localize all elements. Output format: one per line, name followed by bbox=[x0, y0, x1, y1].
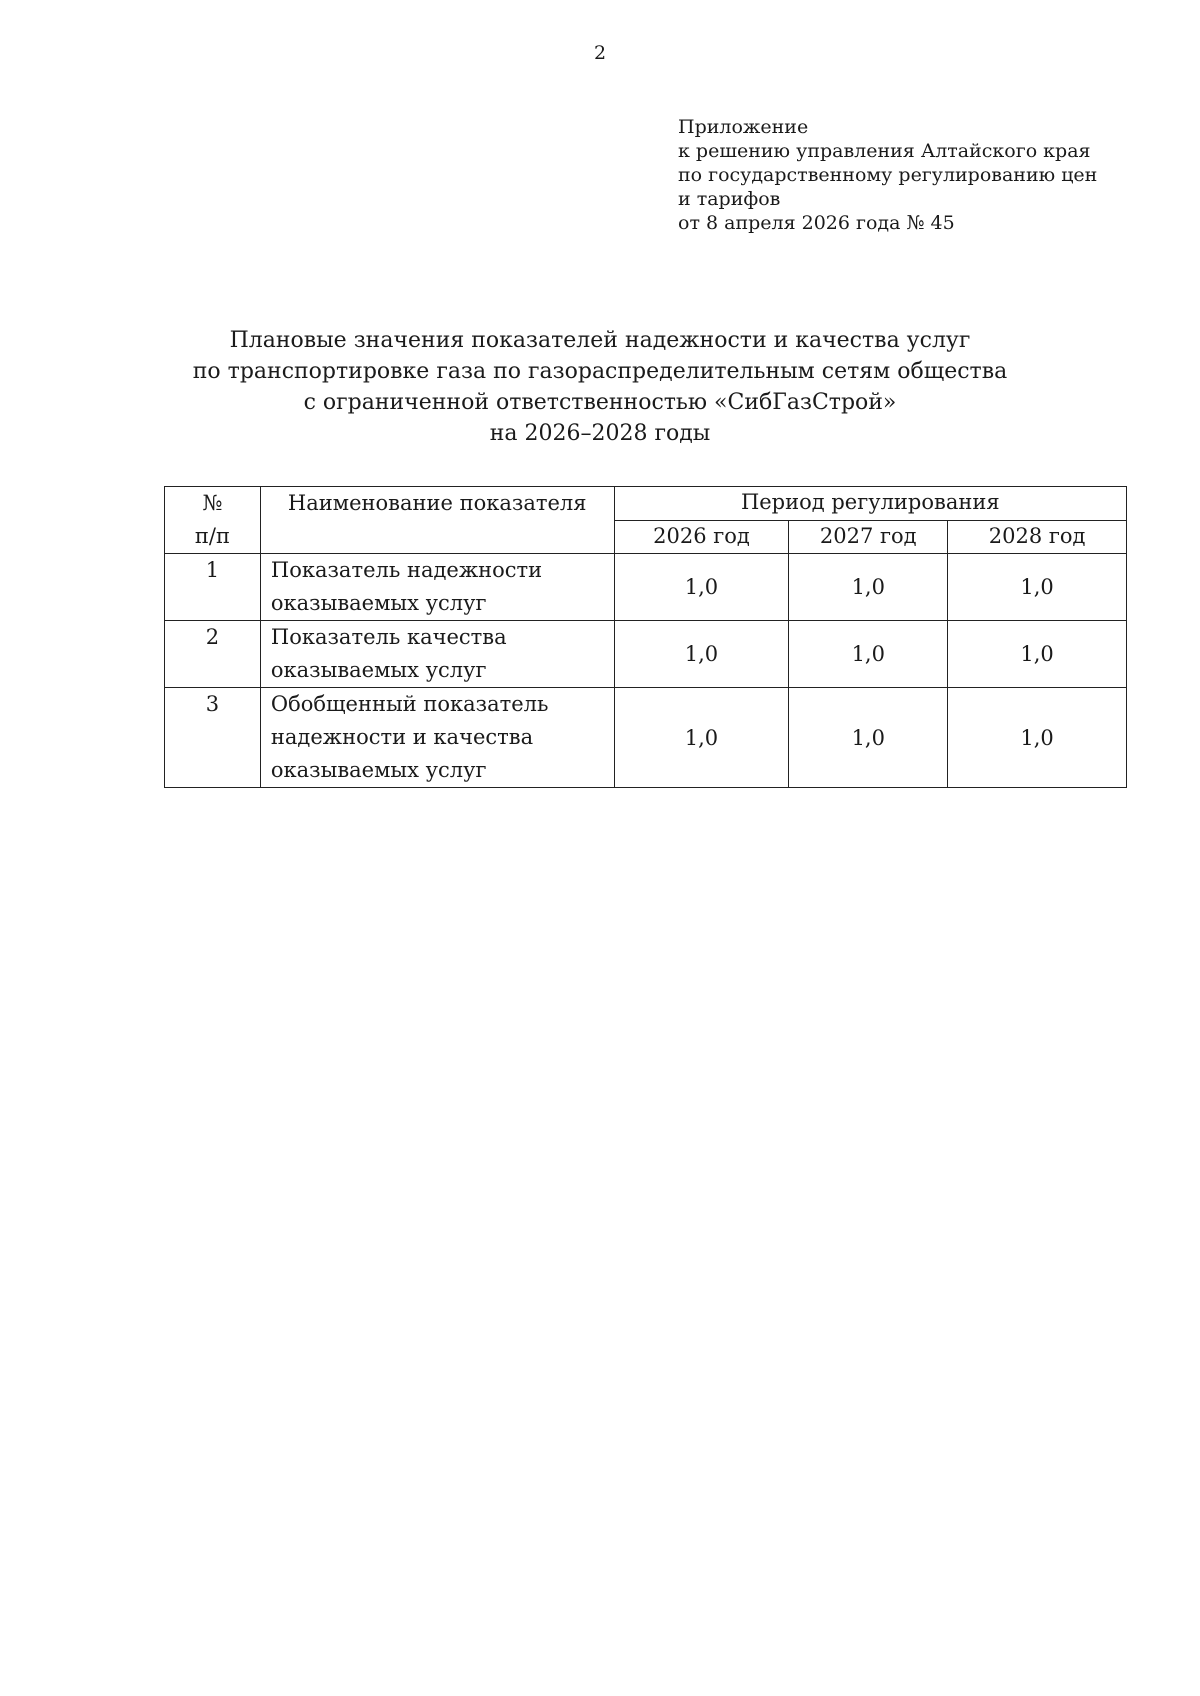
document-title bbox=[100, 325, 1100, 449]
row-indicator-name bbox=[260, 688, 614, 788]
row-indicator-name bbox=[260, 554, 614, 621]
value-2027: 1,0 bbox=[789, 688, 948, 788]
row-number: 2 bbox=[165, 621, 261, 688]
title-line: с ограниченной ответственностью «СибГазСтрой» bbox=[303, 390, 897, 415]
header-year-2027: 2027 год bbox=[789, 520, 948, 554]
value-2026: 1,0 bbox=[614, 688, 789, 788]
value-2027: 1,0 bbox=[789, 621, 948, 688]
appendix-line: и тарифов bbox=[678, 188, 781, 210]
appendix-line: от 8 апреля 2026 года № 45 bbox=[678, 212, 955, 234]
name-line: оказываемых услуг bbox=[270, 658, 487, 682]
appendix-line: к решению управления Алтайского края bbox=[678, 140, 1091, 162]
appendix-line: Приложение bbox=[678, 116, 809, 138]
name-line: оказываемых услуг bbox=[270, 591, 487, 615]
name-line: надежности и качества bbox=[270, 725, 534, 749]
title-line: по транспортировке газа по газораспределительным сетям общества bbox=[192, 359, 1008, 384]
header-year-2028: 2028 год bbox=[948, 520, 1127, 554]
value-2027: 1,0 bbox=[789, 554, 948, 621]
table-row bbox=[165, 688, 1127, 788]
header-year-2026: 2026 год bbox=[614, 520, 789, 554]
row-number: 3 bbox=[165, 688, 261, 788]
indicators-table bbox=[164, 486, 1127, 788]
header-period: Период регулирования bbox=[614, 487, 1126, 521]
appendix-line: по государственному регулированию цен bbox=[678, 164, 1098, 186]
page-number: 2 bbox=[593, 42, 607, 64]
name-line: Обобщенный показатель bbox=[270, 692, 549, 716]
title-line: Плановые значения показателей надежности и качества услуг bbox=[229, 328, 971, 353]
header-number-line1: № bbox=[202, 491, 223, 515]
name-line: Показатель надежности bbox=[270, 558, 543, 582]
header-number-line2: п/п bbox=[194, 524, 230, 548]
name-line: оказываемых услуг bbox=[270, 758, 487, 782]
title-line: на 2026–2028 годы bbox=[489, 421, 711, 446]
value-2026: 1,0 bbox=[614, 554, 789, 621]
value-2028: 1,0 bbox=[948, 688, 1127, 788]
header-indicator-name: Наименование показателя bbox=[260, 487, 614, 554]
header-number bbox=[165, 487, 261, 554]
value-2028: 1,0 bbox=[948, 621, 1127, 688]
value-2028: 1,0 bbox=[948, 554, 1127, 621]
table-row bbox=[165, 554, 1127, 621]
table-row bbox=[165, 621, 1127, 688]
appendix-block bbox=[678, 115, 1158, 235]
row-number: 1 bbox=[165, 554, 261, 621]
value-2026: 1,0 bbox=[614, 621, 789, 688]
row-indicator-name bbox=[260, 621, 614, 688]
name-line: Показатель качества bbox=[270, 625, 507, 649]
table-header-row bbox=[165, 487, 1127, 521]
